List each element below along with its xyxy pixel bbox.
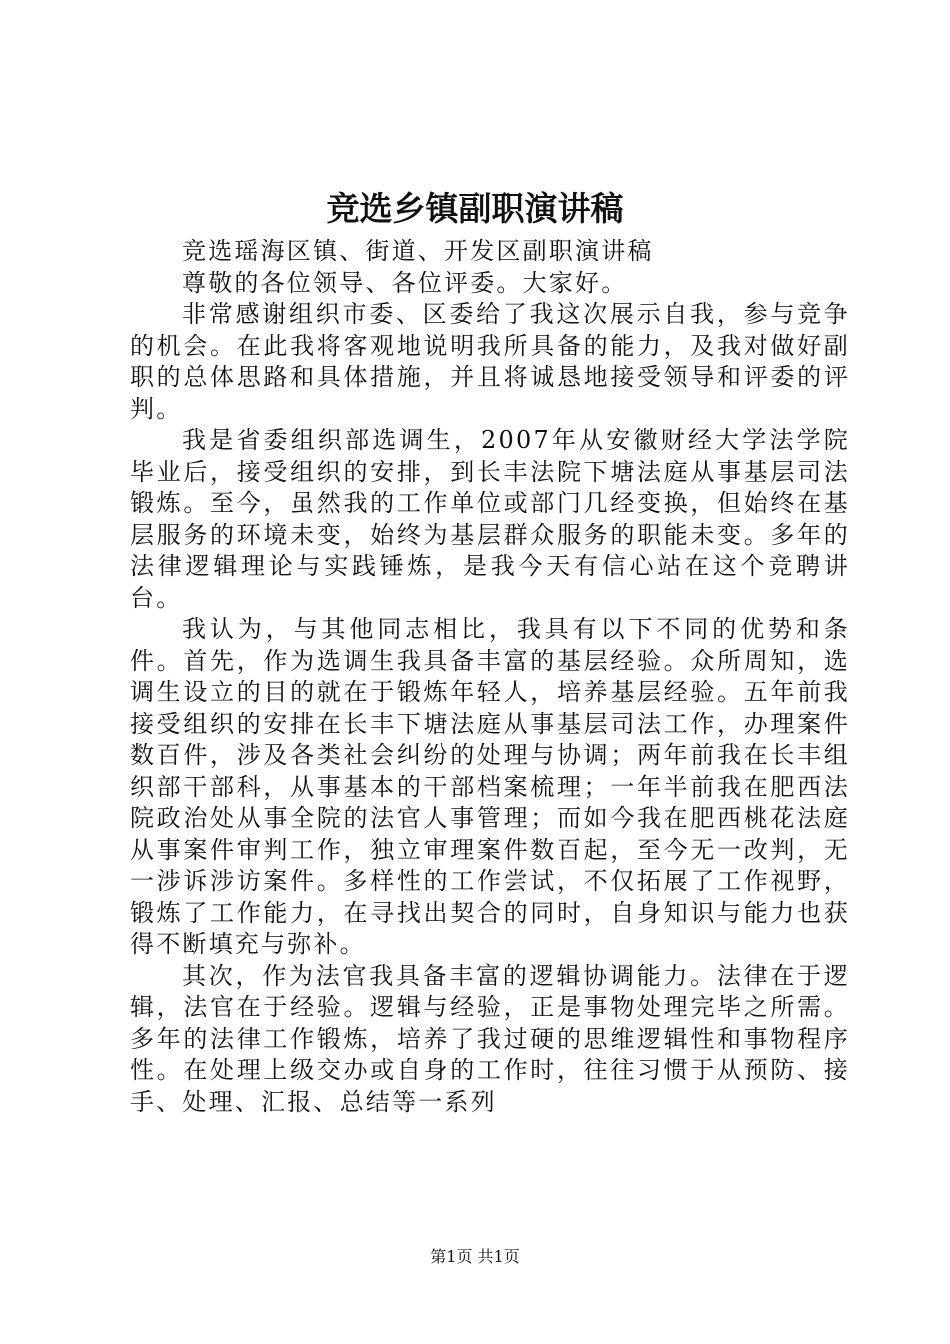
paragraph-thanks: 非常感谢组织市委、区委给了我这次展示自我，参与竞争的机会。在此我将客观地说明我所具备的能力，及我对做好副职的总体思路和具体措施，并且将诚恳地接受领导和评委的评判。 — [130, 300, 850, 423]
paragraph-subtitle: 竞选瑶海区镇、街道、开发区副职演讲稿 — [182, 237, 654, 265]
paragraph-logic-ability: 其次，作为法官我具备丰富的逻辑协调能力。法律在于逻辑，法官在于经验。逻辑与经验，正是事物处理完毕之所需。多年的法律工作锻炼，培养了我过硬的思维逻辑性和事物程序性。在处理上级交办或自身的工作时，往往习惯于从预防、接手、处理、汇报、总结等一系列 — [130, 961, 850, 1116]
paragraph-advantages: 我认为，与其他同志相比，我具有以下不同的优势和条件。首先，作为选调生我具备丰富的基层经验。众所周知，选调生设立的目的就在于锻炼年轻人，培养基层经验。五年前我接受组织的安排在长丰下塘法庭从事基层司法工作，办理案件数百件，涉及各类社会纠纷的处理与协调；两年前我在长丰组织部干部科，从事基本的干部档案梳理；一年半前我在肥西法院政治处从事全院的法官人事管理；而如今我在肥西桃花法庭从事案件审判工作，独立审理案件数百起，至今无一改判，无一涉诉涉访案件。多样性的工作尝试，不仅拓展了工作视野，锻炼了工作能力，在寻找出契合的同时，自身知识与能力也获得不断填充与弥补。 — [130, 615, 850, 958]
document-body — [130, 236, 850, 1118]
paragraph-greeting: 尊敬的各位领导、各位评委。大家好。 — [182, 268, 628, 297]
paragraph-background: 我是省委组织部选调生，2007年从安徽财经大学法学院毕业后，接受组织的安排，到长丰法院下塘法庭从事基层司法锻炼。至今，虽然我的工作单位或部门几经变换，但始终在基层服务的环境未变，始终为基层群众服务的职能未变。多年的法律逻辑理论与实践锤炼，是我今天有信心站在这个竞聘讲台。 — [130, 426, 850, 612]
document-title: 竞选乡镇副职演讲稿 — [326, 189, 624, 228]
page-footer: 第1页 共1页 — [430, 1247, 520, 1266]
